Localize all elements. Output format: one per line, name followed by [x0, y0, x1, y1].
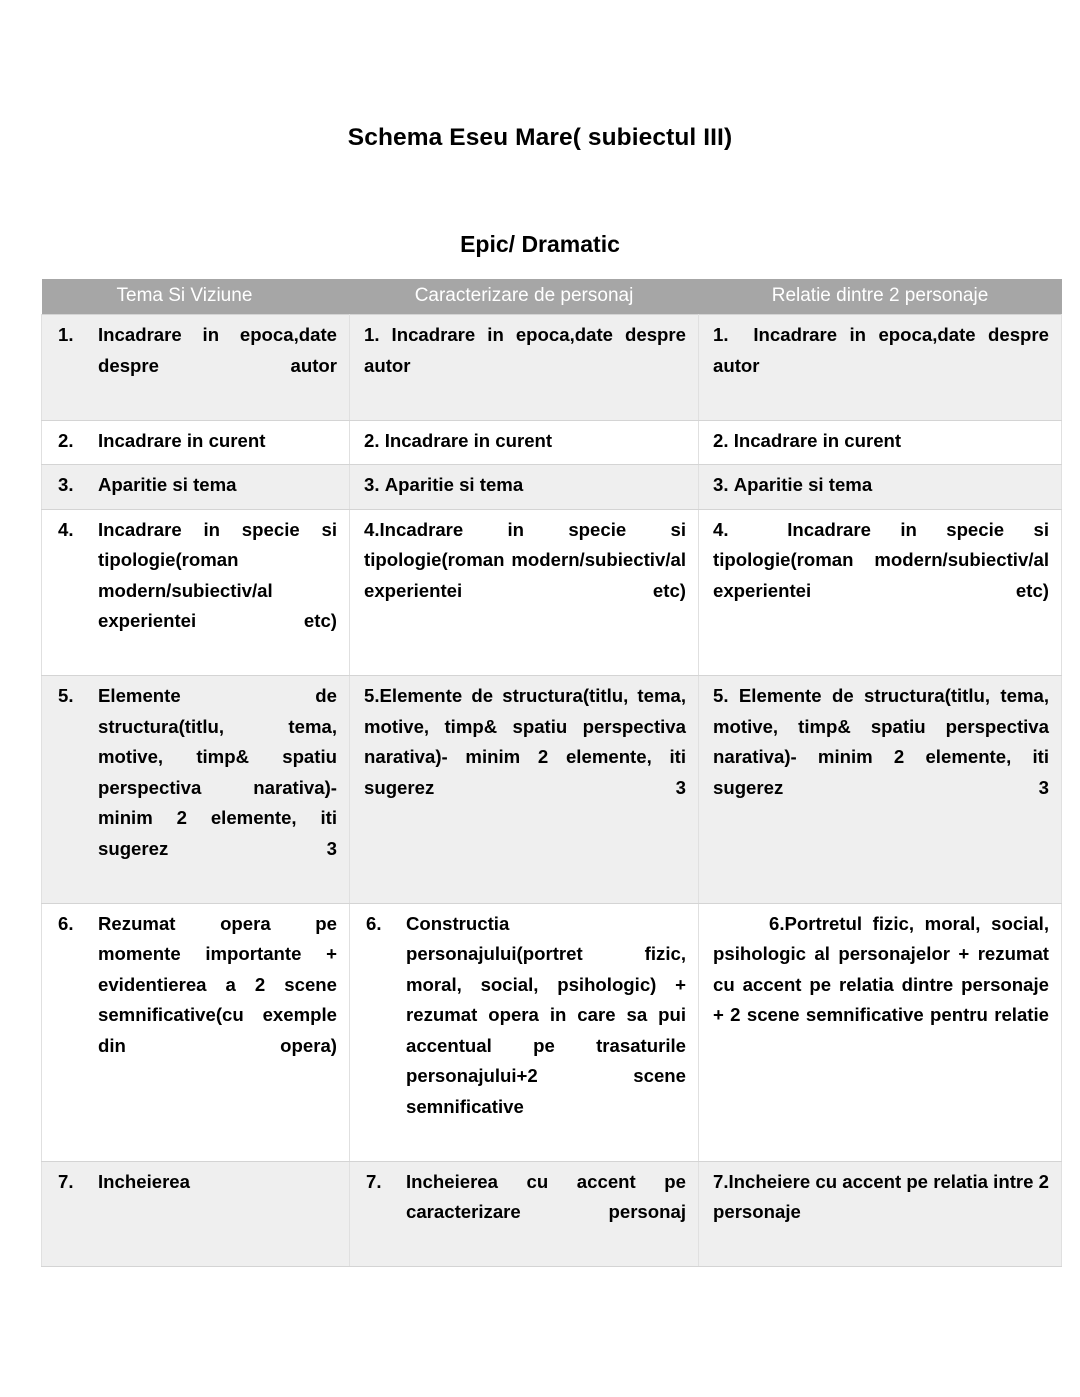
list-item-text: Elemente de structura(titlu, tema, motive, timp& spatiu perspectiva narativa)- minim 2 elemente, iti sugerez 3	[364, 685, 686, 798]
column-header-caracterizare-de-personaj: Caracterizare de personaj	[350, 279, 699, 315]
table-cell	[699, 1161, 1062, 1267]
list-item	[711, 320, 1049, 412]
list-item-text: Rezumat opera pe momente importante + evidentierea a 2 scene semnificative(cu exemple din opera)	[98, 912, 337, 1056]
list-item	[362, 681, 686, 834]
list-item	[711, 1167, 1049, 1259]
list-marker: 1.	[58, 324, 74, 345]
list-item	[711, 515, 1049, 637]
table-cell	[350, 676, 699, 904]
list-item-text: Aparitie si tema	[98, 474, 237, 495]
column-header-tema-si-viziune: Tema Si Viziune	[42, 279, 350, 315]
list-item-text: Incadrare in epoca,date despre autor	[364, 324, 686, 376]
table-cell	[350, 509, 699, 676]
list-item	[362, 426, 686, 457]
list-marker: 5.	[58, 685, 74, 706]
list-item-text: Incheiere cu accent pe relatia intre 2 personaje	[713, 1170, 1049, 1222]
list-marker: 2.	[58, 429, 74, 451]
list-item-text: Aparitie si tema	[384, 474, 524, 495]
table-row	[42, 676, 1062, 904]
list-item-text: Incheierea	[98, 1170, 190, 1192]
list-item	[362, 470, 686, 501]
list-item-text: Elemente de structura(titlu, tema, motive, timp& spatiu perspectiva narativa)- minim 2 elemente, iti sugerez 3	[98, 685, 337, 859]
table-cell	[42, 903, 350, 1161]
list-marker: 5.	[713, 685, 729, 706]
table-cell	[42, 465, 350, 510]
list-marker: 1.	[713, 324, 729, 345]
table-cell	[699, 420, 1062, 465]
list-marker: 6.	[769, 912, 785, 934]
list-item	[711, 426, 1049, 457]
list-item	[54, 909, 337, 1092]
table-cell	[699, 903, 1062, 1161]
list-marker: 7.	[366, 1170, 382, 1192]
table-cell	[350, 420, 699, 465]
list-item	[54, 426, 337, 457]
table-cell	[350, 465, 699, 510]
list-item-text: Aparitie si tema	[733, 474, 873, 495]
list-item-text: Incheierea cu accent pe caracterizare personaj	[406, 1170, 686, 1222]
list-item	[711, 470, 1049, 501]
table-cell	[699, 509, 1062, 676]
list-item-text: Portretul fizic, moral, social, psihologic al personajelor + rezumat cu accent pe relatia dintre personaje + 2 scene semnificative pentru relatie	[713, 912, 1049, 1025]
list-item	[711, 909, 1049, 1062]
table-cell	[42, 1161, 350, 1267]
list-marker: 7.	[713, 1170, 729, 1192]
list-marker: 3.	[58, 474, 74, 495]
list-marker: 6.	[366, 912, 382, 934]
list-item	[362, 515, 686, 637]
list-item-text: Elemente de structura(titlu, tema, motive, timp& spatiu perspectiva narativa)- minim 2 elemente, iti sugerez 3	[713, 685, 1050, 798]
table-cell	[699, 465, 1062, 510]
table-cell	[42, 420, 350, 465]
list-item	[711, 681, 1049, 834]
list-item-text: Incadrare in curent	[733, 429, 902, 451]
list-item-text: Incadrare in epoca,date despre autor	[98, 324, 337, 376]
schema-table	[41, 279, 1062, 1267]
table-cell	[42, 676, 350, 904]
list-marker: 2.	[364, 429, 380, 451]
list-marker: 4.	[364, 518, 380, 540]
list-marker: 6.	[58, 912, 74, 934]
table-cell	[350, 315, 699, 421]
list-item-text: Incadrare in epoca,date despre autor	[713, 324, 1049, 376]
list-marker: 3.	[713, 474, 729, 495]
list-item	[54, 470, 337, 501]
list-marker: 4.	[713, 518, 729, 540]
list-marker: 3.	[364, 474, 380, 495]
list-item	[362, 909, 686, 1153]
list-marker: 2.	[713, 429, 729, 451]
table-cell	[699, 315, 1062, 421]
list-item	[54, 515, 337, 668]
table-cell	[42, 509, 350, 676]
table-row	[42, 420, 1062, 465]
table-row	[42, 1161, 1062, 1267]
list-item	[54, 681, 337, 895]
page-title: Schema Eseu Mare( subiectul III)	[347, 124, 733, 151]
list-item-text: Incadrare in specie si tipologie(roman modern/subiectiv/al experientei etc)	[713, 518, 1049, 601]
list-marker: 7.	[58, 1170, 74, 1192]
table-row	[42, 509, 1062, 676]
list-item-text: Constructia personajului(portret fizic, moral, social, psihologic) + rezumat opera in care sa pui accentual pe trasaturile personajului+2 scene semnificative	[406, 912, 686, 1117]
list-item	[54, 1167, 337, 1198]
table-row	[42, 903, 1062, 1161]
list-marker: 4.	[58, 518, 74, 540]
list-item	[362, 320, 686, 412]
table-cell	[350, 1161, 699, 1267]
table-row	[42, 465, 1062, 510]
table-cell	[42, 315, 350, 421]
list-item	[54, 320, 337, 412]
list-marker: 1.	[364, 324, 380, 345]
table-cell	[699, 676, 1062, 904]
document-subtitle: Epic/ Dramatic	[460, 231, 620, 257]
list-item	[362, 1167, 686, 1259]
list-item-text: Incadrare in specie si tipologie(roman modern/subiectiv/al experientei etc)	[364, 518, 686, 601]
column-header-relatie-dintre-2-personaje: Relatie dintre 2 personaje	[699, 279, 1062, 315]
table-cell	[350, 903, 699, 1161]
list-item-text: Incadrare in curent	[98, 429, 266, 451]
list-item-text: Incadrare in curent	[384, 429, 553, 451]
list-item-text: Incadrare in specie si tipologie(roman modern/subiectiv/al experientei etc)	[98, 518, 337, 631]
table-row	[42, 315, 1062, 421]
list-marker: 5.	[364, 685, 380, 706]
table-header-row	[42, 279, 1062, 315]
